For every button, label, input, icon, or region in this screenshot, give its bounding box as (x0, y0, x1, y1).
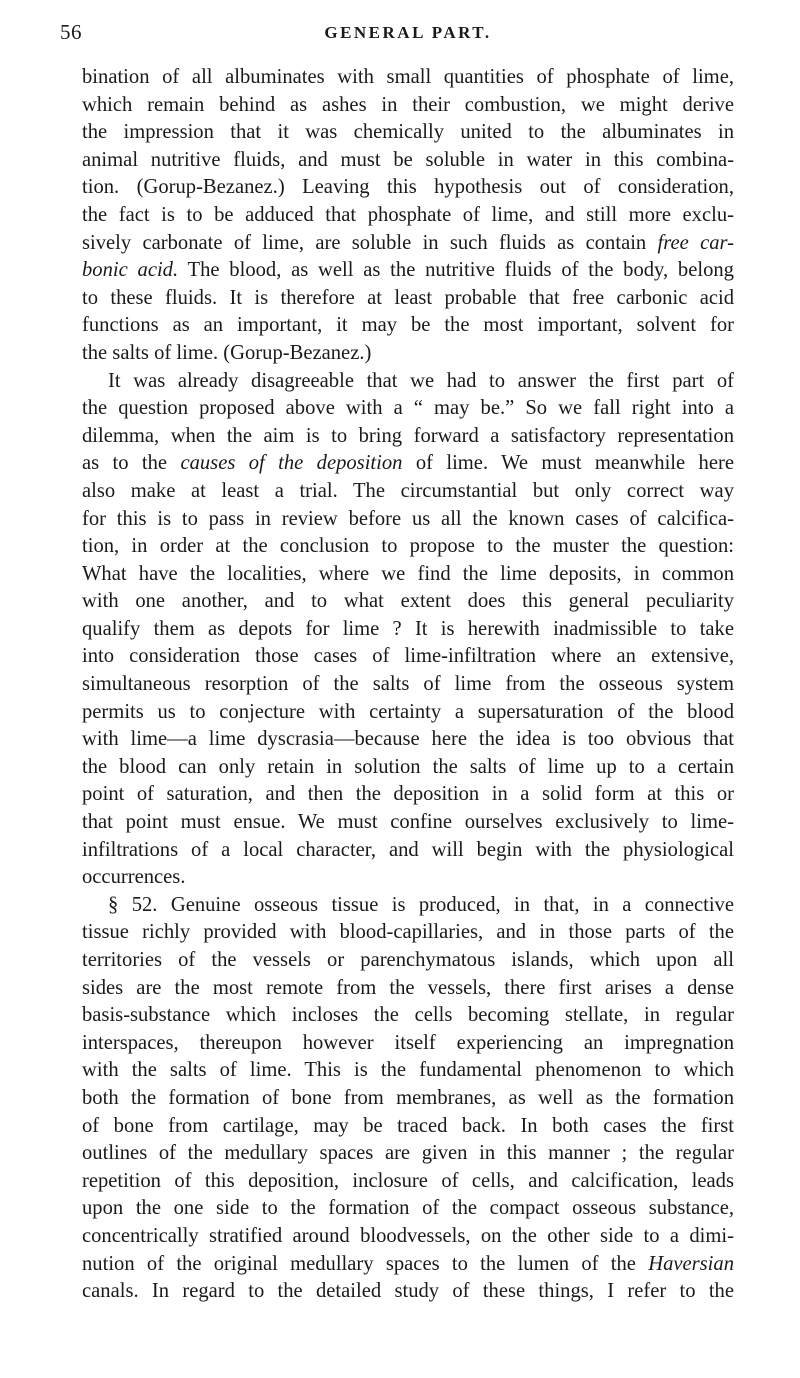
text-line: with the salts of lime. This is the fundamental phenomenon to which (82, 1059, 734, 1082)
text-line: point of saturation, and then the deposition in a solid form at this or (82, 783, 734, 806)
text-line: the fact is to be adduced that phosphate of lime, and still more exclu- (82, 203, 734, 226)
text-line: sides are the most remote from the vessels, there first arises a dense (82, 976, 734, 999)
text-line: infiltrations of a local character, and will begin with the physiological (82, 838, 734, 861)
text-line: bonic acid. The blood, as well as the nutritive fluids of the body, belong (82, 259, 734, 282)
text-line: both the formation of bone from membranes, as well as the formation (82, 1086, 734, 1109)
text-line: territories of the vessels or parenchymatous islands, which upon all (82, 949, 734, 971)
body-text (82, 64, 734, 1306)
text-line: the blood can only retain in solution the salts of lime up to a certain (82, 755, 734, 778)
paragraph (82, 64, 734, 368)
text-line: the salts of lime. (Gorup-Bezanez.) (82, 341, 372, 364)
text-line: bination of all albuminates with small quantities of phosphate of lime, (82, 66, 734, 88)
text-line: to these fluids. It is therefore at least probable that free carbonic acid (82, 286, 734, 309)
paragraph (82, 892, 734, 1306)
text-line: the question proposed above with a “ may be.” So we fall right into a (82, 397, 734, 420)
text-line: nution of the original medullary spaces to the lumen of the Haversian (82, 1252, 734, 1275)
text-line: § 52. Genuine osseous tissue is produced, in that, in a connective (108, 893, 734, 916)
text-line: It was already disagreeable that we had to answer the first part of (108, 369, 734, 392)
text-line: as to the causes of the deposition of lime. We must meanwhile here (82, 452, 734, 475)
text-line: of bone from cartilage, may be traced back. In both cases the first (82, 1114, 734, 1137)
text-line: tion, in order at the conclusion to propose to the muster the question: (82, 535, 734, 558)
text-line: animal nutritive fluids, and must be soluble in water in this combina- (82, 148, 734, 171)
text-line: What have the localities, where we find the lime deposits, in common (82, 562, 734, 585)
text-line: qualify them as depots for lime ? It is herewith inadmissible to take (82, 617, 734, 640)
text-line: that point must ensue. We must confine ourselves exclusively to lime- (82, 811, 734, 834)
text-line: basis-substance which incloses the cells becoming stellate, in regular (82, 1004, 734, 1027)
page-number: 56 (60, 20, 82, 44)
text-line: canals. In regard to the detailed study of these things, I refer to the (82, 1280, 734, 1303)
text-line: the impression that it was chemically united to the albuminates in (82, 121, 734, 144)
text-line: interspaces, thereupon however itself experiencing an impregnation (82, 1031, 734, 1054)
running-head (60, 20, 734, 64)
text-line: into consideration those cases of lime-infiltration where an extensive, (82, 645, 734, 668)
section-title: GENERAL PART. (324, 23, 492, 42)
text-line: also make at least a trial. The circumstantial but only correct way (82, 479, 734, 502)
paragraph (82, 368, 734, 892)
text-line: concentrically stratified around bloodvessels, on the other side to a dimi- (82, 1224, 734, 1247)
text-line: dilemma, when the aim is to bring forward a satisfactory representation (82, 424, 734, 447)
text-line: sively carbonate of lime, are soluble in such fluids as contain free car- (82, 231, 734, 254)
text-line: with one another, and to what extent does this general peculiarity (82, 590, 734, 613)
text-line: tion. (Gorup-Bezanez.) Leaving this hypothesis out of consideration, (82, 176, 734, 199)
text-line: permits us to conjecture with certainty a supersaturation of the blood (82, 700, 734, 723)
text-line: with lime—a lime dyscrasia—because here the idea is too obvious that (82, 728, 734, 751)
book-page (60, 20, 734, 1306)
text-line: outlines of the medullary spaces are given in this manner ; the regular (82, 1142, 734, 1165)
text-line: functions as an important, it may be the most important, solvent for (82, 314, 734, 337)
text-line: repetition of this deposition, inclosure of cells, and calcification, leads (82, 1169, 734, 1192)
text-line: which remain behind as ashes in their combustion, we might derive (82, 93, 734, 116)
text-line: tissue richly provided with blood-capillaries, and in those parts of the (82, 921, 734, 944)
text-line: for this is to pass in review before us all the known cases of calcifica- (82, 507, 734, 530)
text-line: upon the one side to the formation of the compact osseous substance, (82, 1197, 734, 1220)
text-line: occurrences. (82, 866, 186, 889)
text-line: simultaneous resorption of the salts of lime from the osseous system (82, 673, 734, 696)
